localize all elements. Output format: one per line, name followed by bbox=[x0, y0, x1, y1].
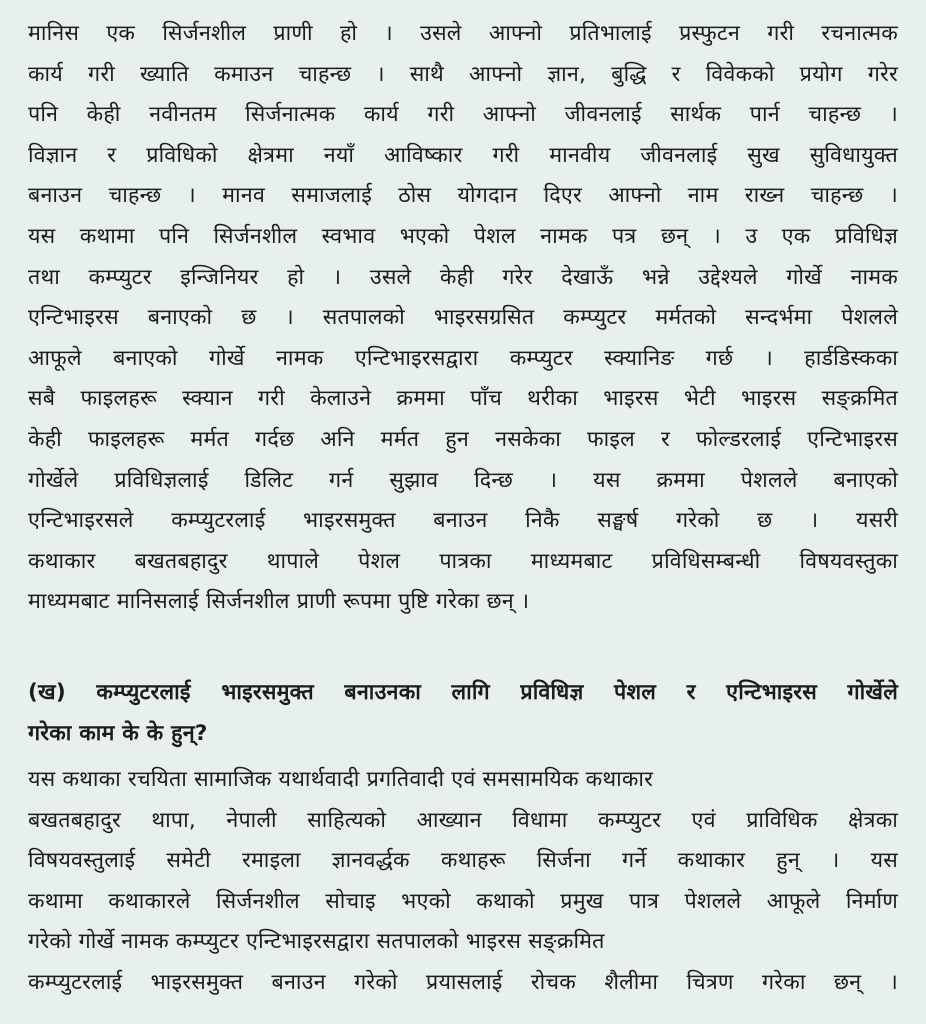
text-line: मानिस एक सिर्जनशील प्राणी हो । उसले आफ्नो प्रतिभालाई प्रस्फुटन गरी रचनात्मक bbox=[28, 21, 898, 46]
text-line: आफूले बनाएको गोर्खे नामक एन्टिभाइरसद्वारा कम्प्युटर स्क्यानिङ गर्छ । हार्डडिस्कका bbox=[28, 345, 898, 371]
question-line: (ख) कम्प्युटरलाई भाइरसमुक्त बनाउनका लागि प्रविधिज्ञ पेशल र एन्टिभाइरस गोर्खेले bbox=[28, 679, 898, 705]
question-heading bbox=[28, 673, 898, 754]
text-line: पनि केही नवीनतम सिर्जनात्मक कार्य गरी आफ्नो जीवनलाई सार्थक पार्न चाहन्छ । bbox=[28, 102, 898, 128]
text-line: माध्यमबाट मानिसलाई सिर्जनशील प्राणी रूपमा पुष्टि गरेका छन् । bbox=[28, 589, 530, 615]
text-line: बखतबहादुर थापा, नेपाली साहित्यको आख्यान विधामा कम्प्युटर एवं प्राविधिक क्षेत्रका bbox=[28, 807, 898, 833]
text-line: कथाकार बखतबहादुर थापाले पेशल पात्रका माध्यमबाट प्रविधिसम्बन्धी विषयवस्तुका bbox=[28, 548, 898, 574]
answer-paragraph-1 bbox=[28, 14, 898, 623]
text-line: तथा कम्प्युटर इन्जिनियर हो । उसले केही गरेर देखाऊँ भन्ने उद्देश्यले गोर्खे नामक bbox=[28, 264, 898, 290]
text-line: कार्य गरी ख्याति कमाउन चाहन्छ । साथै आफ्नो ज्ञान, बुद्धि र विवेकको प्रयोग गरेर bbox=[28, 61, 898, 87]
answer-paragraph-2 bbox=[28, 760, 898, 1004]
text-line: केही फाइलहरू मर्मत गर्दछ अनि मर्मत हुन नसकेका फाइल र फोल्डरलाई एन्टिभाइरस bbox=[28, 426, 898, 452]
text-line: एन्टिभाइरस बनाएको छ । सतपालको भाइरसग्रसित कम्प्युटर मर्मतको सन्दर्भमा पेशलले bbox=[28, 305, 898, 331]
text-line: कथामा कथाकारले सिर्जनशील सोचाइ भएको कथाको प्रमुख पात्र पेशलले आफूले निर्माण bbox=[28, 888, 898, 914]
text-line: विज्ञान र प्रविधिको क्षेत्रमा नयाँ आविष्कार गरी मानवीय जीवनलाई सुख सुविधायुक्त bbox=[28, 142, 898, 168]
text-line: बनाउन चाहन्छ । मानव समाजलाई ठोस योगदान दिएर आफ्नो नाम राख्न चाहन्छ । bbox=[28, 183, 898, 209]
text-line: यस कथाका रचयिता सामाजिक यथार्थवादी प्रगतिवादी एवं समसामयिक कथाकार bbox=[28, 767, 654, 793]
text-line: गोर्खेले प्रविधिज्ञलाई डिलिट गर्न सुझाव दिन्छ । यस क्रममा पेशलले बनाएको bbox=[28, 467, 898, 493]
text-line: गरेको गोर्खे नामक कम्प्युटर एन्टिभाइरसद्वारा सतपालको भाइरस सङ्क्रमित bbox=[28, 929, 605, 955]
text-line: यस कथामा पनि सिर्जनशील स्वभाव भएको पेशल नामक पत्र छन् । उ एक प्रविधिज्ञ bbox=[28, 223, 898, 249]
text-line: सबै फाइलहरू स्क्यान गरी केलाउने क्रममा पाँच थरीका भाइरस भेटी भाइरस सङ्क्रमित bbox=[28, 386, 898, 412]
text-line: कम्प्युटरलाई भाइरसमुक्त बनाउन गरेको प्रयासलाई रोचक शैलीमा चित्रण गरेका छन् । bbox=[28, 970, 898, 996]
text-line: एन्टिभाइरसले कम्प्युटरलाई भाइरसमुक्त बनाउन निकै सङ्घर्ष गरेको छ । यसरी bbox=[28, 508, 898, 534]
text-line: विषयवस्तुलाई समेटी रमाइला ज्ञानवर्द्धक कथाहरू सिर्जना गर्ने कथाकार हुन् । यस bbox=[28, 848, 898, 874]
question-line: गरेका काम के के हुन्? bbox=[28, 720, 208, 746]
